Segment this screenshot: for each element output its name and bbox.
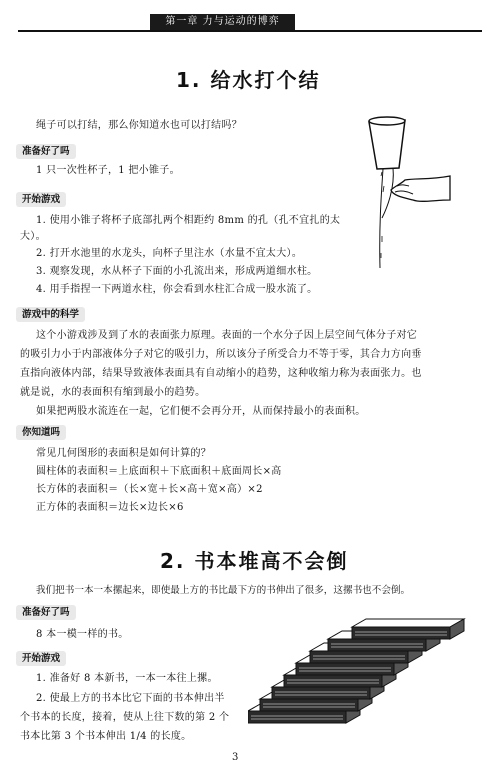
step-2-2-cont-1: 个书本的长度，接着，使从上往下数的第 2 个 <box>20 712 230 723</box>
section1-title: 1. 给水打个结 <box>176 68 321 92</box>
science-line-2: 的吸引力小于内部液体分子对它的吸引力，所以该分子所受合力不等于零，其合力方向垂 <box>20 349 422 360</box>
know-line-4: 正方体的表面积＝边长×边长×6 <box>36 502 184 513</box>
start-label-2: 开始游戏 <box>16 651 66 666</box>
ready-label-1: 准备好了吗 <box>16 144 76 159</box>
book-stack-illustration <box>248 605 488 735</box>
step-1-1-cont: 大）。 <box>20 231 46 242</box>
step-2-2: 2. 使最上方的书本比它下面的书本伸出半 <box>36 693 225 704</box>
science-line-5: 如果把两股水流连在一起，它们便不会再分开，从而保持最小的表面积。 <box>36 406 366 417</box>
step-1-3: 3. 观察发现，水从杯子下面的小孔流出来，形成两道细水柱。 <box>36 266 318 277</box>
science-line-1: 这个小游戏涉及到了水的表面张力原理。表面的一个水分子因上层空间气体分子对它 <box>36 330 418 341</box>
section2-intro: 我们把书一本一本摞起来，即使最上方的书比最下方的书伸出了很多，这摞书也不会倒。 <box>36 585 411 596</box>
science-label: 游戏中的科学 <box>16 307 85 322</box>
cup-water-illustration <box>355 108 455 278</box>
step-2-2-cont-2: 书本比第 3 个书本伸出 1/4 的长度。 <box>20 731 192 742</box>
ready-text-1: 1 只一次性杯子，1 把小锥子。 <box>36 165 180 176</box>
step-2-1: 1. 准备好 8 本新书，一本一本往上摞。 <box>36 673 218 684</box>
page-number: 3 <box>232 752 239 763</box>
start-label-1: 开始游戏 <box>16 192 66 207</box>
step-1-1: 1. 使用小锥子将杯子底部扎两个相距约 8mm 的孔（孔不宜扎的太 <box>36 215 341 226</box>
header-rule <box>18 30 482 32</box>
section2-title: 2. 书本堆高不会倒 <box>160 549 349 573</box>
section1-intro: 绳子可以打结，那么你知道水也可以打结吗？ <box>36 120 242 131</box>
know-label: 你知道吗 <box>16 425 66 440</box>
chapter-header: 第一章 力与运动的博弈 <box>150 14 295 30</box>
science-line-4: 就是说，水的表面积有缩到最小的趋势。 <box>20 387 206 398</box>
know-line-3: 长方体的表面积＝（长×宽＋长×高＋宽×高）×2 <box>36 484 263 495</box>
ready-text-2: 8 本一模一样的书。 <box>36 629 129 640</box>
step-1-4: 4. 用手指捏一下两道水柱，你会看到水柱汇合成一股水流了。 <box>36 284 318 295</box>
science-line-3: 直指向液体内部，结果导致液体表面具有自动缩小的趋势，这种收缩力称为表面张力。也 <box>20 368 422 379</box>
know-line-2: 圆柱体的表面积＝上底面积＋下底面积＋底面周长×高 <box>36 466 282 477</box>
step-1-2: 2. 打开水池里的水龙头，向杯子里注水（水量不宜太大）。 <box>36 248 303 259</box>
ready-label-2: 准备好了吗 <box>16 605 76 620</box>
know-line-1: 常见几何图形的表面积是如何计算的？ <box>36 448 212 459</box>
